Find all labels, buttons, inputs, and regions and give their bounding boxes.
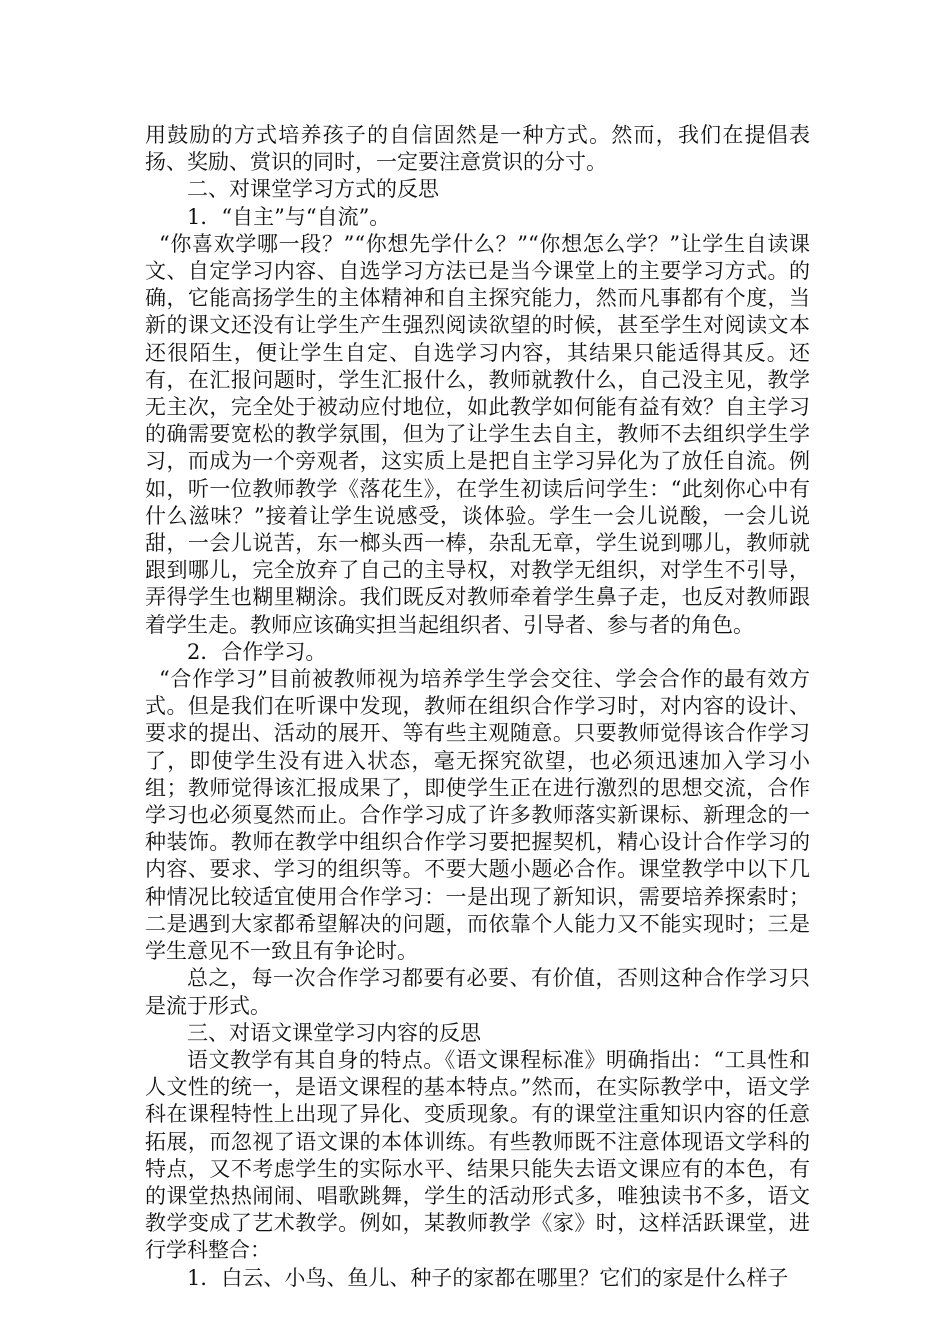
paragraph-autonomy: “你喜欢学哪一段？”“你想先学什么？”“你想怎么学？”让学生自读课文、自定学习内容、自选学习方法已是当今课堂上的主要学习方式。的确，它能高扬学生的主体精神和自主探究能力，然而凡事都有个度，当新的课文还没有让学生产生强烈阅读欲望的时候，甚至学生对阅读文本还很陌生，便让学生自定、自选学习内容，其结果只能适得其反。还有，在汇报问题时，学生汇报什么，教师就教什么，自己没主见，教学无主次，完全处于被动应付地位，如此教学如何能有益有效？自主学习的确需要宽松的教学氛围，但为了让学生去自主，教师不去组织学生学习，而成为一个旁观者，这实质上是把自主学习异化为了放任自流。例如，听一位教师教学《落花生》，在学生初读后问学生：“此刻你心中有什么滋味？”接着让学生说感受，谈体验。学生一会儿说酸，一会儿说甜，一会儿说苦，东一榔头西一棒，杂乱无章，学生说到哪儿，教师就跟到哪儿，完全放弃了自己的主导权，对教学无组织，对学生不引导，弄得学生也糊里糊涂。我们既反对教师牵着学生鼻子走，也反对教师跟着学生走。教师应该确实担当起组织者、引导者、参与者的角色。 (145, 231, 810, 637)
subheading-autonomy: 1．“自主”与“自流”。 (187, 204, 391, 229)
paragraph-summary: 总之，每一次合作学习都要有必要、有价值，否则这种合作学习只是流于形式。 (145, 966, 810, 1018)
paragraph-chinese-teaching: 语文教学有其自身的特点。《语文课程标准》明确指出：“工具性和人文性的统一，是语文课程的基本特点。”然而，在实际教学中，语文学科在课程特性上出现了异化、变质现象。有的课堂注重知识内容的任意拓展，而忽视了语文课的本体训练。有些教师既不注意体现语文学科的特点，又不考虑学生的实际水平、结果只能失去语文课应有的本色，有的课堂热热闹闹、唱歌跳舞，学生的活动形式多，唯独读书不多，语文教学变成了艺术教学。例如，某教师教学《家》时，这样活跃课堂，进行学科整合： (145, 1047, 810, 1263)
document-page (145, 122, 810, 1292)
section-heading-3: 三、对语文课堂学习内容的反思 (187, 1020, 481, 1045)
paragraph-cooperation: “合作学习”目前被教师视为培养学生学会交往、学会合作的最有效方式。但是我们在听课中发现，教师在组织合作学习时，对内容的设计、要求的提出、活动的展开、等有些主观随意。只要教师觉得该合作学习了，即使学生没有进入状态，毫无探究欲望，也必须迅速加入学习小组；教师觉得该汇报成果了，即使学生正在进行激烈的思想交流，合作学习也必须戛然而止。合作学习成了许多教师落实新课标、新理念的一种装饰。教师在教学中组织合作学习要把握契机，精心设计合作学习的内容、要求、学习的组织等。不要大题小题必合作。课堂教学中以下几种情况比较适宜使用合作学习：一是出现了新知识，需要培养探索时；二是遇到大家都希望解决的问题，而依靠个人能力又不能实现时；三是学生意见不一致且有争论时。 (145, 667, 810, 964)
section-heading-2: 二、对课堂学习方式的反思 (187, 177, 439, 202)
list-item-1: 1．白云、小鸟、鱼儿、种子的家都在哪里？它们的家是什么样子 (187, 1265, 789, 1290)
paragraph-1: 用鼓励的方式培养孩子的自信固然是一种方式。然而，我们在提倡表扬、奖励、赏识的同时，一定要注意赏识的分寸。 (145, 123, 810, 175)
subheading-cooperation: 2．合作学习。 (187, 639, 327, 664)
